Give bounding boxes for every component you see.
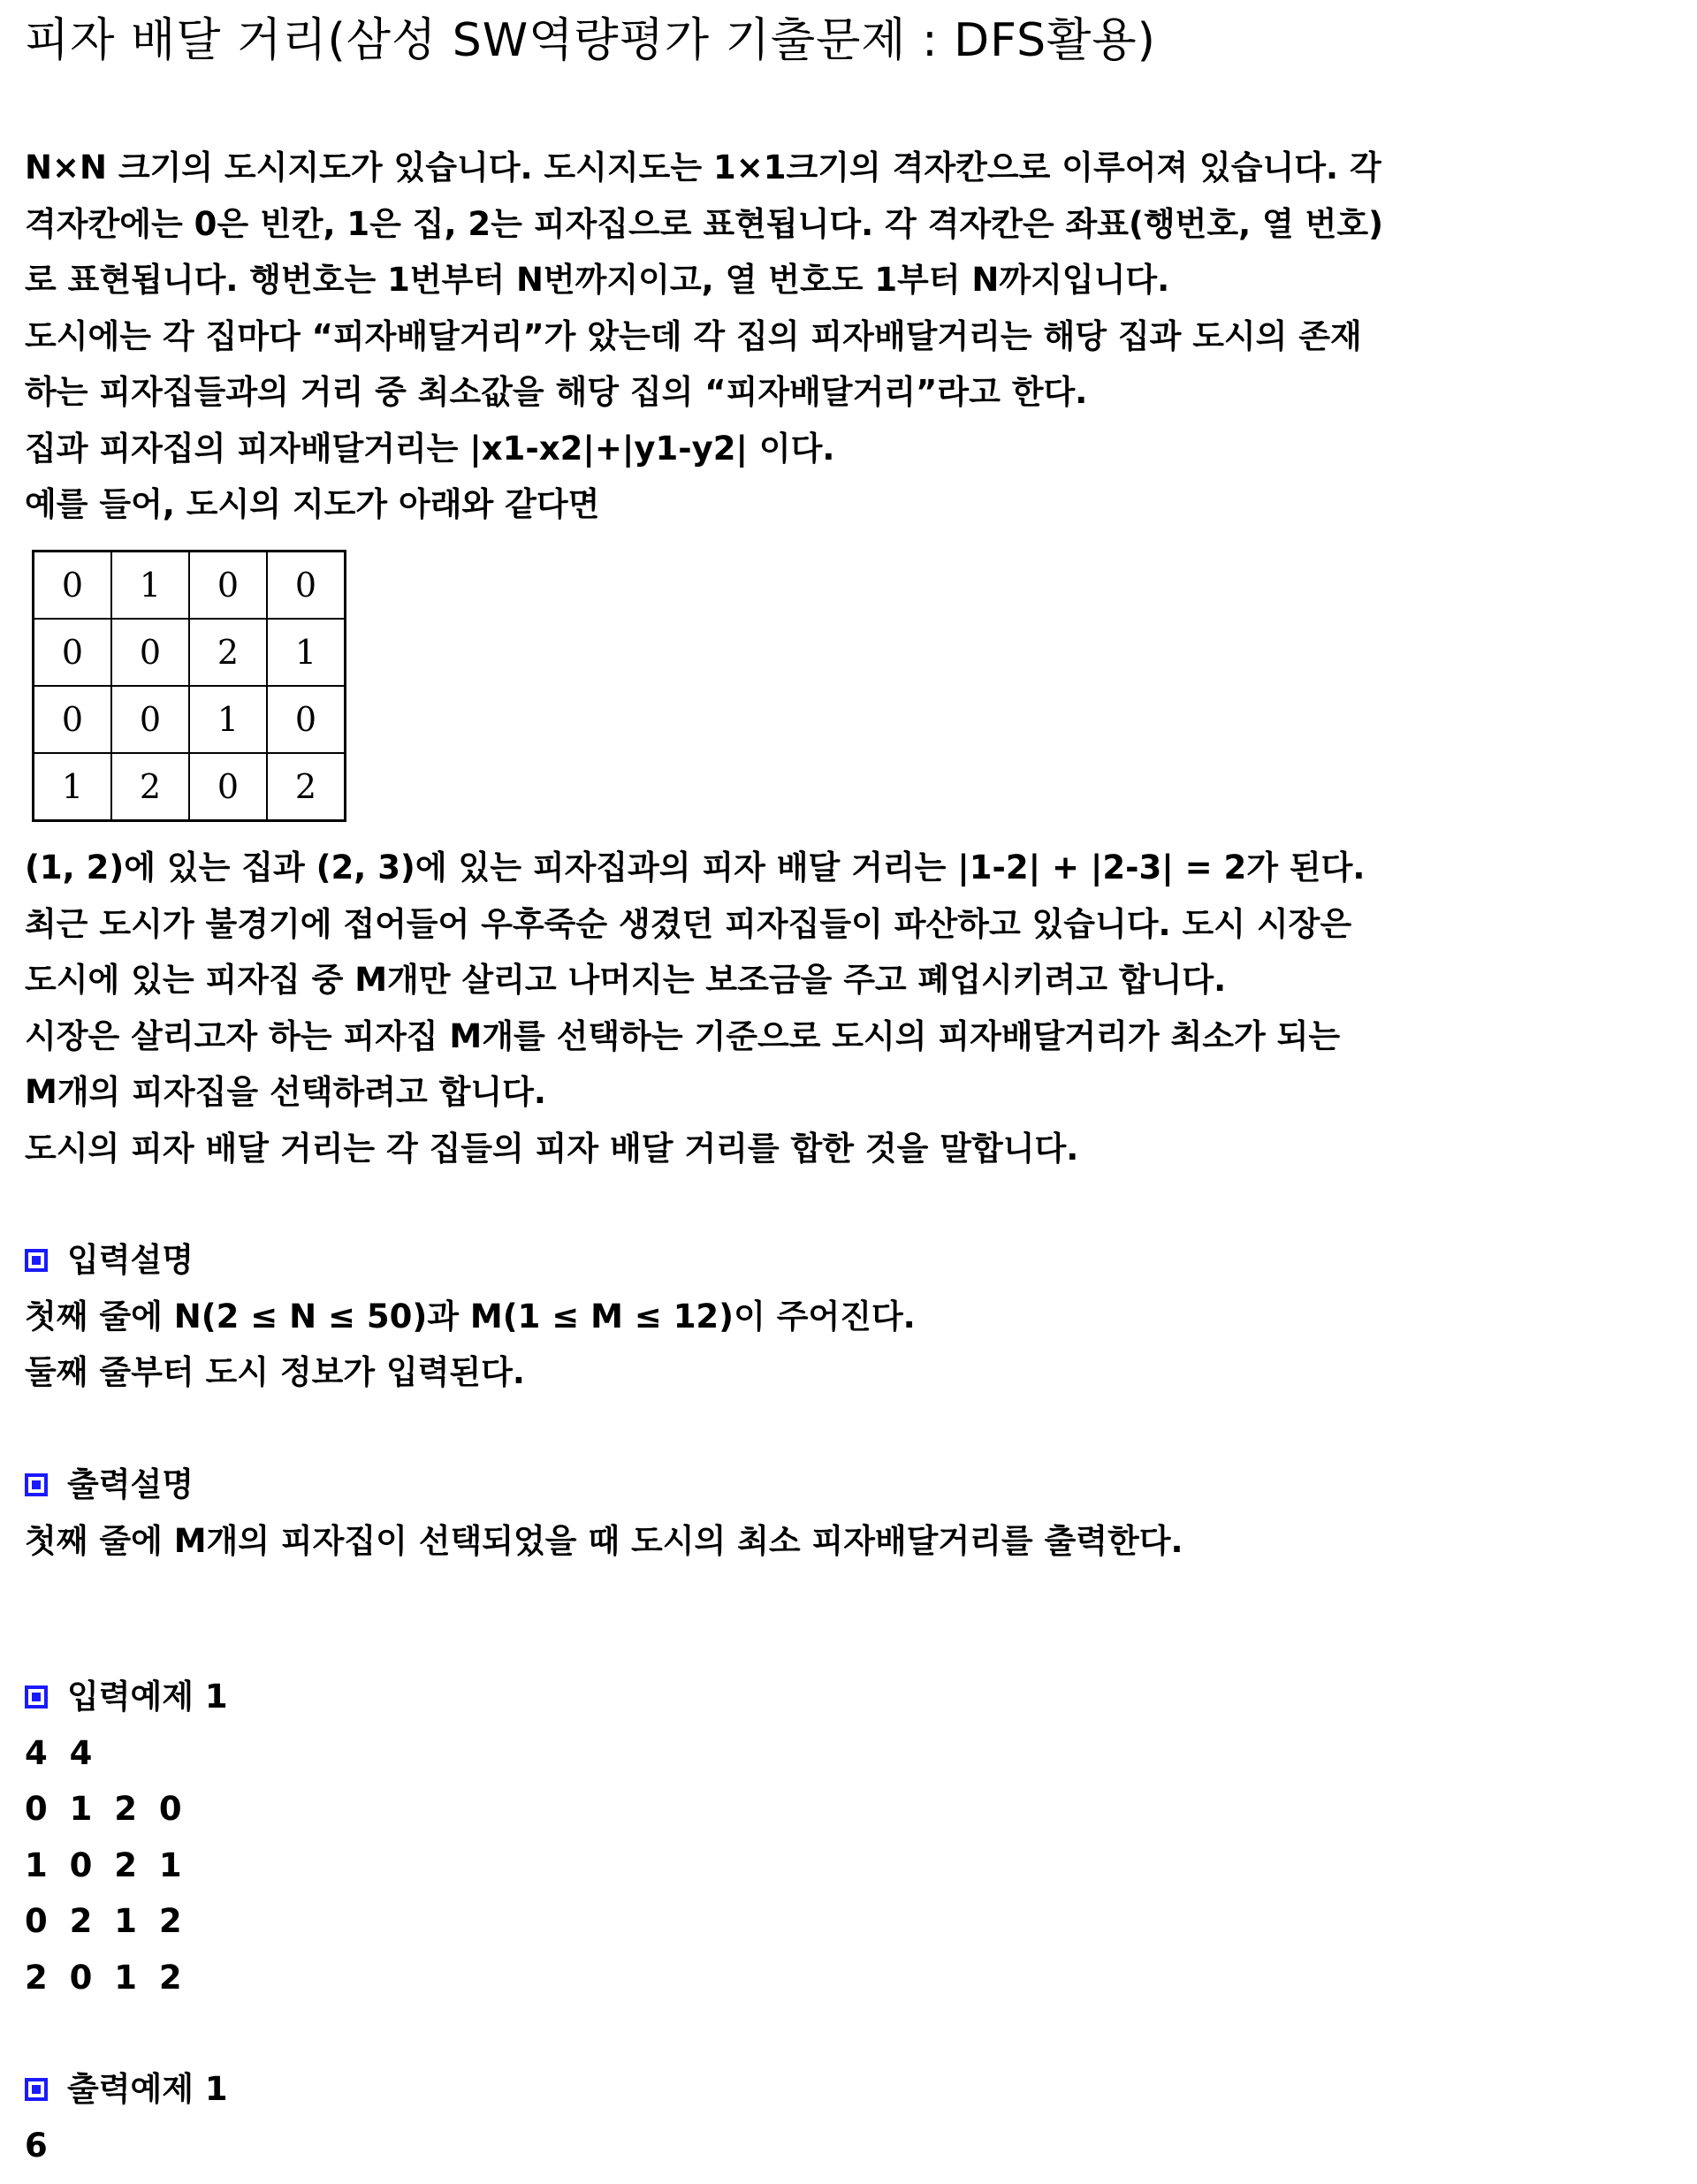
- description-line: 집과 피자집의 피자배달거리는 |x1-x2|+|y1-y2| 이다.: [25, 429, 835, 468]
- description-line: 로 표현됩니다. 행번호는 1번부터 N번까지이고, 열 번호도 1부터 N까지입니다.: [25, 261, 1170, 299]
- problem-description-continued: [25, 840, 1616, 1176]
- output-example-section: [25, 2061, 1616, 2173]
- description-line: 격자칸에는 0은 빈칸, 1은 집, 2는 피자집으로 표현됩니다. 각 격자칸은 좌표(행번호, 열 번호): [25, 204, 1384, 243]
- section-line: 첫째 줄에 M개의 피자집이 선택되었을 때 도시의 최소 피자배달거리를 출력한다.: [25, 1521, 1183, 1560]
- example-line: 0 2 1 2: [25, 1902, 187, 1940]
- section-heading: [25, 1669, 1616, 1725]
- page-title: 피자 배달 거리(삼성 SW역량평가 기출문제 : DFS활용): [25, 14, 1156, 67]
- section-heading-label: 입력예제 1: [67, 1678, 228, 1716]
- example-line: 4 4: [25, 1733, 98, 1772]
- city-map-table: [32, 550, 346, 822]
- description-line: 도시의 피자 배달 거리는 각 집들의 피자 배달 거리를 합한 것을 말합니다.: [25, 1129, 1079, 1168]
- grid-cell: 1: [189, 686, 267, 753]
- description-line: 시장은 살리고자 하는 피자집 M개를 선택하는 기준으로 도시의 피자배달거리가 최소가 되는: [25, 1016, 1341, 1055]
- description-line: 예를 들어, 도시의 지도가 아래와 같다면: [25, 485, 600, 523]
- section-heading-label: 출력예제 1: [67, 2070, 228, 2108]
- grid-cell: 0: [267, 686, 346, 753]
- square-bullet-icon: [25, 1473, 48, 1496]
- example-line: 2 0 1 2: [25, 1958, 187, 1997]
- section-line: 첫째 줄에 N(2 ≤ N ≤ 50)과 M(1 ≤ M ≤ 12)이 주어진다.: [25, 1297, 916, 1336]
- input-example-section: [25, 1669, 1616, 2005]
- description-line: (1, 2)에 있는 집과 (2, 3)에 있는 피자집과의 피자 배달 거리는 |1-2| + |2-3| = 2가 된다.: [25, 848, 1366, 887]
- section-heading-label: 입력설명: [67, 1241, 194, 1279]
- grid-cell: 1: [111, 552, 189, 620]
- square-bullet-icon: [25, 1686, 48, 1708]
- square-bullet-icon: [25, 2078, 48, 2101]
- problem-description: [25, 140, 1616, 533]
- description-line: 도시에는 각 집마다 “피자배달거리”가 았는데 각 집의 피자배달거리는 해당 집과 도시의 존재: [25, 316, 1362, 355]
- description-line: M개의 피자집을 선택하려고 합니다.: [25, 1073, 546, 1111]
- grid-cell: 0: [34, 686, 112, 753]
- description-line: 최근 도시가 불경기에 접어들어 우후죽순 생겼던 피자집들이 파산하고 있습니다. 도시 시장은: [25, 904, 1352, 943]
- table-row: [34, 753, 346, 821]
- grid-cell: 2: [189, 619, 267, 686]
- section-heading: [25, 1457, 1616, 1513]
- grid-cell: 0: [189, 552, 267, 620]
- description-line: 하는 피자집들과의 거리 중 최소값을 해당 집의 “피자배달거리”라고 한다.: [25, 373, 1088, 411]
- table-row: [34, 552, 346, 620]
- grid-cell: 2: [267, 753, 346, 821]
- table-row: [34, 686, 346, 753]
- section-heading: [25, 1232, 1616, 1289]
- description-line: 도시에 있는 피자집 중 M개만 살리고 나머지는 보조금을 주고 폐업시키려고 합니다.: [25, 961, 1227, 999]
- grid-cell: 0: [34, 619, 112, 686]
- input-description-section: [25, 1232, 1616, 1401]
- example-line: 6: [25, 2126, 53, 2165]
- grid-cell: 1: [34, 753, 112, 821]
- grid-cell: 1: [267, 619, 346, 686]
- grid-cell: 2: [111, 753, 189, 821]
- example-line: 0 1 2 0: [25, 1790, 187, 1828]
- grid-cell: 0: [267, 552, 346, 620]
- description-line: N×N 크기의 도시지도가 있습니다. 도시지도는 1×1크기의 격자칸으로 이루어져 있습니다. 각: [25, 148, 1381, 186]
- grid-cell: 0: [111, 619, 189, 686]
- grid-cell: 0: [189, 753, 267, 821]
- square-bullet-icon: [25, 1249, 48, 1272]
- section-heading-label: 출력설명: [67, 1465, 194, 1503]
- output-description-section: [25, 1457, 1616, 1569]
- section-line: 둘째 줄부터 도시 정보가 입력된다.: [25, 1353, 525, 1391]
- example-line: 1 0 2 1: [25, 1845, 187, 1884]
- table-row: [34, 619, 346, 686]
- section-heading: [25, 2061, 1616, 2118]
- grid-cell: 0: [34, 552, 112, 620]
- grid-cell: 0: [111, 686, 189, 753]
